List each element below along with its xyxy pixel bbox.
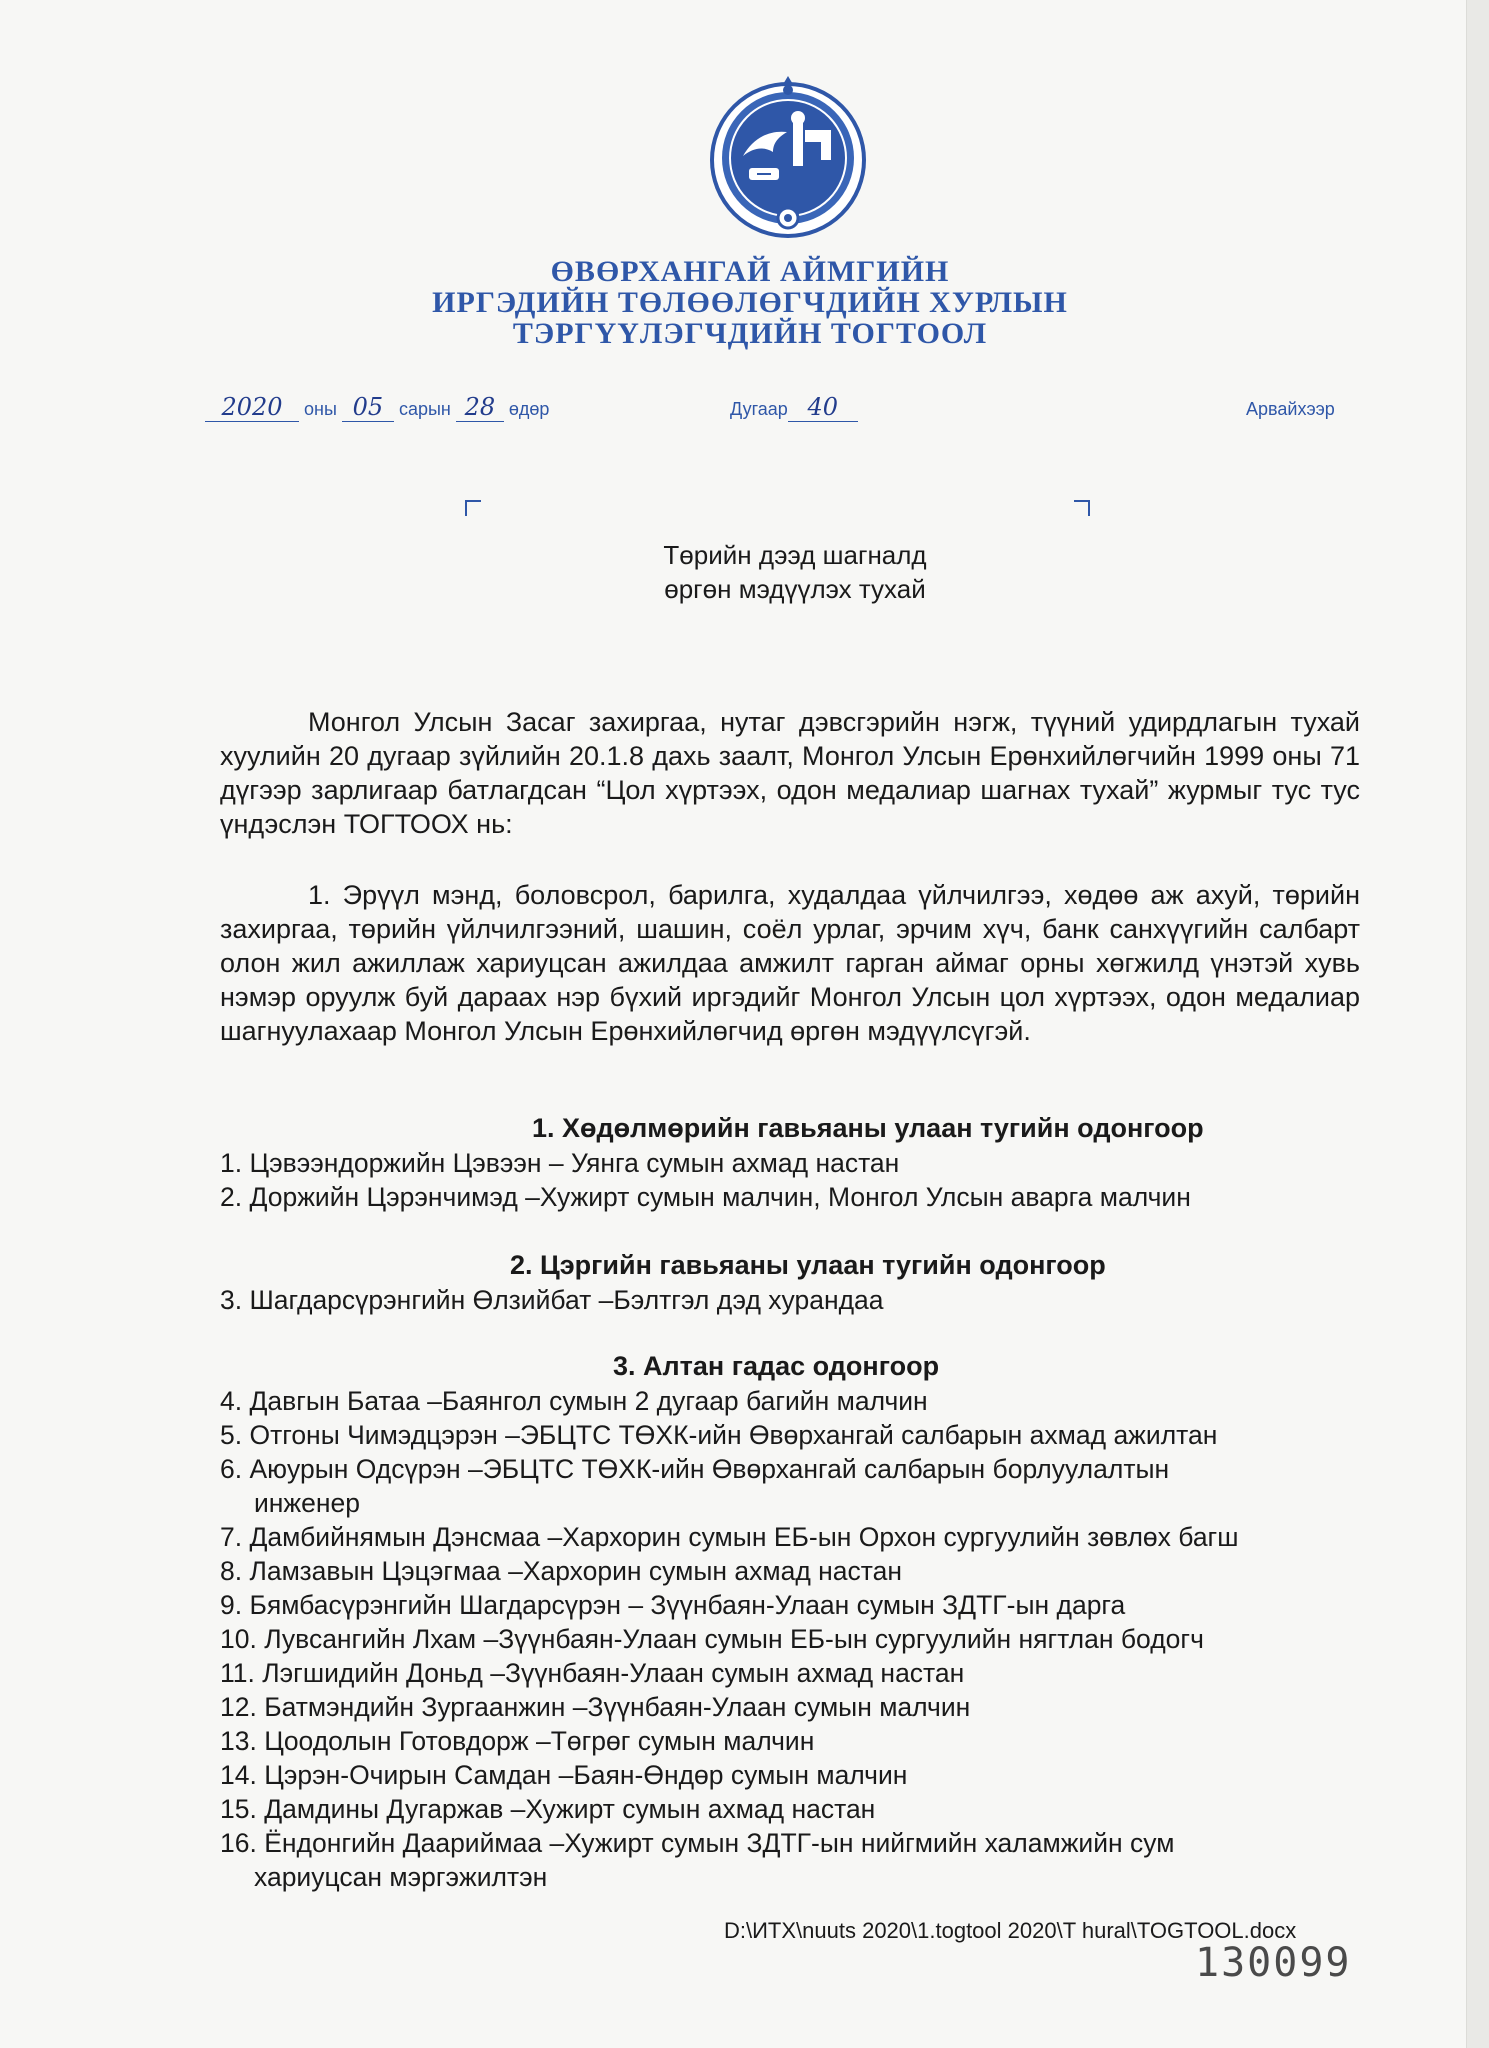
subject-line-1: Төрийн дээд шагналд xyxy=(663,540,927,570)
list-item: 2. Доржийн Цэрэнчимэд –Хужирт сумын малчин, Монгол Улсын аварга малчин xyxy=(220,1182,1191,1212)
date-field xyxy=(205,393,549,422)
list-item: 1. Цэвээндоржийн Цэвээн – Уянга сумын ахмад настан xyxy=(220,1148,900,1178)
list-item: 10. Лувсангийн Лхам –Зүүнбаян-Улаан сумын ЕБ-ын сургуулийн нягтлан бодогч xyxy=(220,1624,1204,1654)
section-2-title: 2. Цэргийн гавьяаны улаан тугийн одонгоор xyxy=(510,1250,1106,1280)
list-item: 6. Аюурын Одсүрэн –ЭБЦТС ТӨХК-ийн Өвөрхангай салбарын борлуулалтын xyxy=(220,1454,1170,1484)
subject-line-2: өргөн мэдүүлэх тухай xyxy=(664,574,926,604)
list-item: 15. Дамдины Дугаржав –Хужирт сумын ахмад настан xyxy=(220,1794,876,1824)
section-1-title: 1. Хөдөлмөрийн гавьяаны улаан тугийн одонгоор xyxy=(532,1113,1204,1143)
section-3-title: 3. Алтан гадас одонгоор xyxy=(613,1351,940,1381)
mongolia-state-emblem xyxy=(703,70,873,240)
file-path-footer: D:\ИТХ\nuuts 2020\1.togtool 2020\T hural\TOGTOOL.docx xyxy=(724,1918,1297,1943)
page-edge-shadow xyxy=(1466,0,1489,2048)
number-value: 40 xyxy=(788,393,858,422)
date-year: 2020 xyxy=(205,393,299,422)
list-item: 8. Ламзавын Цэцэгмаа –Хархорин сумын ахмад настан xyxy=(220,1556,902,1586)
clause-1-paragraph: 1. Эрүүл мэнд, боловсрол, барилга, худалдаа үйлчилгээ, хөдөө аж ахуй, төрийн захиргаа, төрийн үйлчилгээний, шашин, соёл урлаг, эрчим хүч, банк санхүүгийн салбарт олон жил ажиллаж хариуцсан ажилдаа амжилт гарган аймаг орны хөгжилд үнэтэй хувь нэмэр оруулж буй дараах нэр бүхий иргэдийг Монгол Улсын цол хүртээх, одон медалиар шагнуулахаар Монгол Улсын Ерөнхийлөгчид өргөн мэдүүлсүгэй. xyxy=(220,880,1360,1046)
intro-paragraph: Монгол Улсын Засаг захиргаа, нутаг дэвсгэрийн нэгж, түүний удирдлагын тухай хуулийн 20 дугаар зүйлийн 20.1.8 дахь заалт, Монгол Улсын Ерөнхийлөгчийн 1999 оны 71 дүгээр зарлигаар батлагдсан “Цол хүртээх, одон медалиар шагнах тухай” журмыг тус тус үндэслэн ТОГТООХ нь: xyxy=(220,707,1360,839)
date-year-suffix: оны xyxy=(304,399,337,419)
list-item-continuation: инженер xyxy=(254,1488,361,1518)
header-line-3: ТЭРГҮҮЛЭГЧДИЙН ТОГТООЛ xyxy=(512,317,988,350)
list-item: 9. Бямбасүрэнгийн Шагдарсүрэн – Зүүнбаян-Улаан сумын ЗДТГ-ын дарга xyxy=(220,1590,1126,1620)
list-item: 16. Ёндонгийн Даариймаа –Хужирт сумын ЗДТГ-ын нийгмийн халамжийн сум xyxy=(220,1828,1175,1858)
place-name: Арвайхээр xyxy=(1246,399,1335,419)
list-item: 7. Дамбийнямын Дэнсмаа –Хархорин сумын ЕБ-ын Орхон сургуулийн зөвлөх багш xyxy=(220,1522,1239,1552)
list-item: 11. Лэгшидийн Доньд –Зүүнбаян-Улаан сумын ахмад настан xyxy=(220,1658,965,1688)
date-month: 05 xyxy=(342,393,394,422)
list-item: 12. Батмэндийн Зургаанжин –Зүүнбаян-Улаан сумын малчин xyxy=(220,1692,971,1722)
list-item: 13. Цоодолын Готовдорж –Төгрөг сумын малчин xyxy=(220,1726,815,1756)
number-label: Дугаар xyxy=(730,399,788,419)
list-item: 3. Шагдарсүрэнгийн Өлзийбат –Бэлтгэл дэд хурандаа xyxy=(220,1285,884,1315)
subject-corner-left xyxy=(465,500,481,516)
date-day: 28 xyxy=(456,393,504,422)
date-month-suffix: сарын xyxy=(398,399,451,419)
list-item-continuation: хариуцсан мэргэжилтэн xyxy=(254,1862,548,1892)
date-day-suffix: өдөр xyxy=(508,399,550,419)
header-line-2: ИРГЭДИЙН ТӨЛӨӨЛӨГЧДИЙН ХУРЛЫН xyxy=(432,286,1068,319)
number-field xyxy=(730,393,858,422)
list-item: 5. Отгоны Чимэдцэрэн –ЭБЦТС ТӨХК-ийн Өвөрхангай салбарын ахмад ажилтан xyxy=(220,1420,1218,1450)
list-item: 14. Цэрэн-Очирын Самдан –Баян-Өндөр сумын малчин xyxy=(220,1760,908,1790)
header-line-1: ӨВӨРХАНГАЙ АЙМГИЙН xyxy=(550,255,950,288)
subject-corner-right xyxy=(1074,500,1090,516)
document-stamp-number: 130099 xyxy=(1195,1940,1352,1986)
list-item: 4. Давгын Батаа –Баянгол сумын 2 дугаар багийн малчин xyxy=(220,1386,928,1416)
